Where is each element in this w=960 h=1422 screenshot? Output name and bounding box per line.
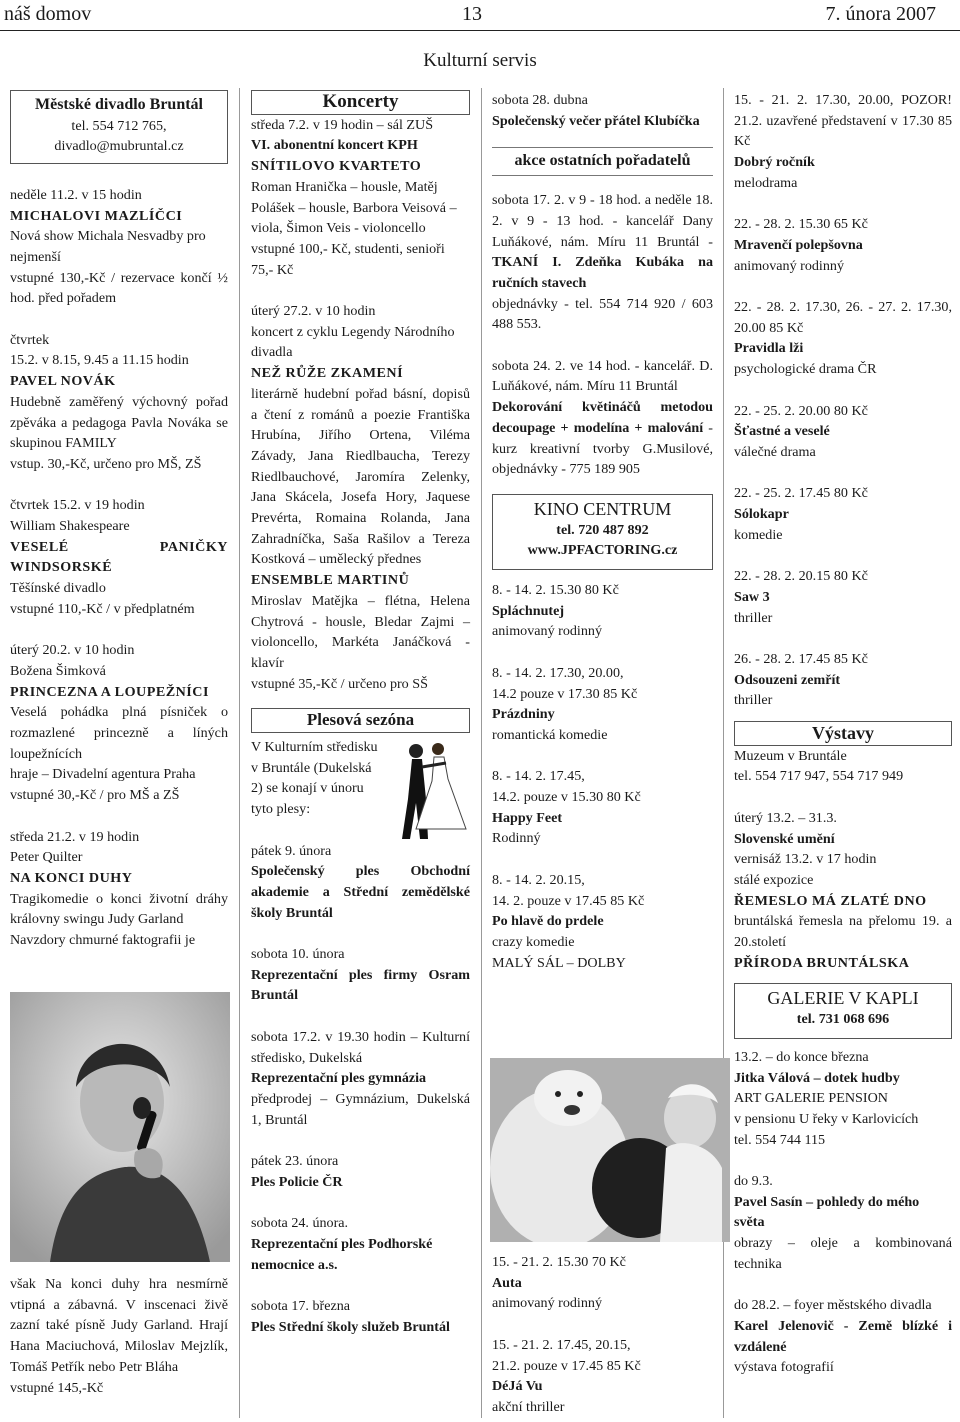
concert-cast: Roman Hranička – housle, Matěj Polášek – housle, Barbora Veisová – viola, Šimon Veis - violoncello [251, 178, 457, 237]
event-desc: Veselá pohádka plná písniček o rozmazlené princezně a líných loupežnících [10, 704, 228, 762]
theatre-title: Městské divadlo Bruntál [34, 96, 203, 113]
gallery-place-2: v pensionu U řeky v Karlovicích [734, 1110, 919, 1127]
event-company: Těšínské divadlo [10, 580, 106, 597]
theatre-tel: tel. 554 712 765, [71, 117, 167, 134]
film-genre: válečné drama [734, 443, 816, 460]
exhibition-desc: bruntálská řemesla na přelomu 19. a 20.století [734, 913, 952, 951]
cinema-box [492, 494, 713, 570]
cinema-web[interactable]: www.JPFACTORING.cz [527, 542, 678, 559]
event-price: vstup. 30,-Kč, určeno pro MŠ, ZŠ [10, 455, 202, 472]
concert-price: vstupné 100,- Kč, studenti, senioři 75,- Kč [251, 240, 445, 278]
film-genre: thriller [734, 609, 773, 626]
film-time: 22. - 28. 2. 15.30 65 Kč [734, 216, 868, 233]
gallery-desc: výstava fotografií [734, 1359, 834, 1376]
ball-date: sobota 17.2. v 19.30 hodin – Kulturní středisko, Dukelská [251, 1028, 470, 1066]
film-time: 15. - 21. 2. 15.30 70 Kč [492, 1254, 626, 1270]
event-title: NA KONCI DUHY [10, 869, 133, 886]
event-desc-cont: však Na konci duhy hra nesmírně vtipná a zábavná. V inscenaci živě zazní také písně Judy Garland. Hrají Hana Maciuchová, Miloslav Mejzlík, Tomáš Petřík nebo Petr Bláha [10, 1276, 228, 1375]
ball-title: Ples Policie ČR [251, 1173, 343, 1190]
ball-title: Reprezentační ples Podhorské nemocnice a.s. [251, 1235, 433, 1273]
film-genre: animovaný rodinný [734, 257, 844, 274]
event-price: vstupné 30,-Kč / pro MŠ a ZŠ [10, 787, 180, 804]
film-time: 26. - 28. 2. 17.45 85 Kč [734, 650, 868, 667]
film-title: Sólokapr [734, 506, 789, 522]
event-cast: hraje – Divadelní agentura Praha [10, 766, 196, 783]
film-time-2: 21.2. pouze v 17.45 85 Kč [492, 1357, 641, 1374]
film-time: 15. - 21. 2. 17.45, 20.15, [492, 1336, 631, 1353]
film-time: 15. - 21. 2. 17.30, 20.00, POZOR! 21.2. uzavřené představení v 17.30 85 Kč [734, 92, 952, 150]
event-author: Peter Quilter [10, 849, 83, 866]
ball-date: pátek 23. února [251, 1153, 339, 1170]
film-time: 8. - 14. 2. 17.45, [492, 768, 585, 785]
ball-date: sobota 24. února. [251, 1215, 349, 1232]
film-time: 8. - 14. 2. 15.30 80 Kč [492, 582, 619, 599]
ensemble-cast: Miroslav Matějka – flétna, Helena Chytrová - housle, Bledar Zajmi – violoncello, Markéta Janáčková - klavír [251, 592, 470, 671]
other-events-heading: akce ostatních pořadatelů [492, 147, 713, 176]
ensemble-title: ENSEMBLE MARTINŮ [251, 572, 410, 589]
film-genre: komedie [734, 526, 783, 543]
event-date: 15.2. v 8.15, 9.45 a 11.15 hodin [10, 352, 189, 369]
concerts-heading: Koncerty [251, 90, 470, 115]
column-events [492, 90, 713, 973]
event-date: středa 21.2. v 19 hodin [10, 828, 140, 845]
film-time-2: 14.2 pouze v 17.30 85 Kč [492, 685, 638, 702]
film-photo [490, 1058, 730, 1242]
film-genre: Rodinný [492, 830, 541, 847]
event-date: čtvrtek 15.2. v 19 hodin [10, 497, 145, 514]
event-day: čtvrtek [10, 331, 50, 348]
film-title: Šťastné a veselé [734, 423, 830, 440]
concert-desc: literárně hudební pořad básní, dopisů a čtení z románů a poezie Františka Hrubína, Jiřího Ortena, Viléma Závady, Jana Riedlbaucha, Terezy Riedlbauchové, Jaromíra Zelenky, Jana Skácela, Josefa Hory, Jaquese Prevérta, Romaina Rolanda, Jana Zahradníčka, Saša Rašilov a Tereza Kostková – umělecký přednes [251, 385, 470, 568]
event-title: PRINCEZNA A LOUPEŽNÍCI [10, 683, 209, 700]
ball-intro: V Kulturním středisku v Bruntále (Dukelská 2) se konají v únoru tyto plesy: [251, 739, 378, 818]
gallery-exhibit: Pavel Sasín – pohledy do mého světa [734, 1193, 920, 1231]
event-price: vstupné 130,-Kč / rezervace končí ½ hod. před pořadem [10, 269, 228, 307]
exhibition-vernissage: vernisáž 13.2. v 17 hodin [734, 851, 877, 868]
film-genre: akční thriller [492, 1398, 565, 1415]
film-genre: romantická komedie [492, 726, 608, 743]
event-title: Společenský večer přátel Klubíčka [492, 112, 700, 129]
ball-title: Reprezentační ples gymnázia [251, 1070, 427, 1087]
event-date: úterý 20.2. v 10 hodin [10, 642, 135, 659]
film-title: Pravidla lži [734, 340, 804, 357]
column-concerts [251, 90, 470, 1337]
page-number: 13 [462, 3, 482, 25]
film-title: Po hlavě do prdele [492, 913, 604, 930]
event-price: vstupné 145,-Kč [10, 1379, 104, 1396]
film-genre: thriller [734, 692, 773, 709]
ball-presale: předprodej – Gymnázium, Dukelská 1, Bruntál [251, 1090, 470, 1128]
film-place: MALÝ SÁL – DOLBY [492, 954, 626, 971]
ball-date: pátek 9. února [251, 842, 332, 859]
film-title: Auta [492, 1274, 522, 1291]
film-title: Saw 3 [734, 588, 770, 605]
theatre-email[interactable]: divadlo@mubruntal.cz [54, 138, 184, 155]
gallery-desc: obrazy – oleje a kombinovaná technika [734, 1235, 952, 1272]
column-theatre [10, 90, 228, 951]
gallery-exhibit: Karel Jelenovič - Země blízké i vzdálené [734, 1317, 952, 1355]
gallery-tel: tel. 731 068 696 [796, 1011, 890, 1028]
museum-tel: tel. 554 717 947, 554 717 949 [734, 768, 904, 785]
event-date: neděle 11.2. v 15 hodin [10, 186, 142, 203]
theatre-box [10, 90, 228, 164]
event-desc: Hudebně zaměřený výchovný pořad zpěváka a pedagoga Pavla Nováka se skupinou FAMILY [10, 393, 228, 452]
event-title: VESELÉ PANIČKY WINDSORSKÉ [10, 538, 228, 576]
exhibition-date: úterý 13.2. – 31.3. [734, 809, 837, 826]
film-genre: animovaný rodinný [492, 623, 602, 640]
exhibition-sub: stálé expozice [734, 871, 814, 888]
ball-title: Ples Střední školy služeb Bruntál [251, 1318, 450, 1335]
gallery-exhibit: Jitka Válová – dotek hudby [734, 1069, 900, 1086]
film-time: 22. - 25. 2. 20.00 80 Kč [734, 402, 868, 419]
concert-sub: koncert z cyklu Legendy Národního divadla [251, 323, 455, 361]
page-header [0, 0, 960, 31]
concert-date: úterý 27.2. v 10 hodin [251, 303, 376, 320]
event-desc-cont: Navzdory chmurné faktografii je [10, 932, 196, 949]
film-title: Spláchnutej [492, 602, 565, 619]
header-left: náš domov [4, 3, 92, 25]
film-time: 22. - 28. 2. 20.15 80 Kč [734, 568, 868, 585]
event-title: PAVEL NOVÁK [10, 373, 116, 390]
ball-title: Reprezentační ples firmy Osram Bruntál [251, 966, 470, 1004]
event-title: MICHALOVI MAZLÍČCI [10, 207, 183, 224]
ball-date: sobota 17. března [251, 1297, 351, 1314]
event-author: Božena Šimková [10, 662, 106, 679]
exhibition-title: ŘEMESLO MÁ ZLATÉ DNO [734, 892, 927, 909]
film-title: Dobrý ročník [734, 154, 815, 171]
exhibition-title: PŘÍRODA BRUNTÁLSKA [734, 954, 910, 971]
column-films-exhibitions [734, 90, 952, 1378]
section-title: Kulturní servis [423, 50, 537, 71]
film-time: 22. - 28. 2. 17.30, 26. - 27. 2. 17.30, 20.00 85 Kč [734, 299, 952, 336]
film-time: 8. - 14. 2. 17.30, 20.00, [492, 664, 624, 681]
film-genre: melodrama [734, 174, 798, 191]
column-theatre-cont [10, 1274, 228, 1398]
film-title: DéJá Vu [492, 1378, 543, 1395]
column-divider [481, 88, 482, 1418]
gallery-date: do 9.3. [734, 1173, 773, 1190]
workshop-order: objednávky - tel. 554 714 920 / 603 488 553. [492, 295, 713, 333]
gallery-date: 13.2. – do konce března [734, 1048, 869, 1065]
film-genre: psychologické drama ČR [734, 361, 877, 378]
film-title: Prázdniny [492, 706, 555, 723]
film-title: Happy Feet [492, 809, 563, 826]
header-date: 7. února 2007 [825, 3, 936, 25]
event-date: sobota 28. dubna [492, 92, 588, 108]
cinema-title: KINO CENTRUM [533, 498, 672, 519]
workshop-desc: Dekorování květináčů metodou decoupage + modelína + malování - kurz kreativní tvorby G.Musilové, objednávky - 775 189 905 [492, 399, 714, 478]
film-time-2: 14. 2. pouze v 17.45 85 Kč [492, 892, 645, 909]
film-time: 8. - 14. 2. 20.15, [492, 871, 585, 888]
singer-illustration [10, 992, 230, 1262]
gallery-title: GALERIE V KAPLI [767, 988, 919, 1009]
event-price: vstupné 110,-Kč / v předplatném [10, 600, 195, 617]
ball-date: sobota 10. února [251, 946, 345, 963]
ball-season-heading: Plesová sezóna [251, 708, 470, 733]
concert-date: středa 7.2. v 19 hodin – sál ZUŠ [251, 116, 434, 133]
museum-name: Muzeum v Bruntále [734, 747, 847, 764]
exhibitions-heading: Výstavy [734, 721, 952, 746]
gallery-tel: tel. 554 744 115 [734, 1131, 826, 1148]
column-divider [239, 88, 240, 1418]
gallery-place: ART GALERIE PENSION [734, 1090, 888, 1107]
cinema-tel: tel. 720 487 892 [556, 521, 649, 538]
film-genre: crazy komedie [492, 933, 575, 950]
event-desc: Tragikomedie o konci životní dráhy královny swingu Judy Garland [10, 890, 228, 928]
concert-sub: VI. abonentní koncert KPH [251, 137, 418, 154]
film-time-2: 14.2. pouze v 15.30 80 Kč [492, 789, 641, 806]
workshop-text: sobota 17. 2. v 9 - 18 hod. a neděle 18. 2. v 9 - 13 hod. - kancelář Dany Luňákové, nám. Míru 11 Bruntál - TKANÍ I. Zdeňka Kubáka na ručních stavech [492, 192, 713, 291]
ball-title: Společenský ples Obchodní akademie a Střední zemědělské školy Bruntál [251, 863, 470, 921]
film-title: Odsouzeni zemřít [734, 671, 841, 688]
film-title: Mravenčí polepšovna [734, 236, 863, 253]
concert-price: vstupné 35,-Kč / určeno pro SŠ [251, 675, 428, 692]
gallery-date: do 28.2. – foyer městského divadla [734, 1297, 932, 1314]
film-genre: animovaný rodinný [492, 1295, 602, 1312]
event-desc: Nová show Michala Nesvadby pro nejmenší [10, 228, 206, 265]
exhibition-title: Slovenské umění [734, 830, 835, 847]
column-events-cont [492, 1252, 713, 1418]
concert-title: SNÍTILOVO KVARTETO [251, 158, 422, 175]
event-author: William Shakespeare [10, 518, 130, 535]
gallery-box [734, 983, 952, 1038]
dancers-icon [386, 739, 472, 849]
film-time: 22. - 25. 2. 17.45 80 Kč [734, 485, 868, 502]
workshop-text: sobota 24. 2. ve 14 hod. - kancelář. D. Luňákové, nám. Míru 11 Bruntál [492, 357, 713, 395]
polar-bear-illustration [490, 1058, 730, 1242]
singer-photo [10, 992, 230, 1262]
concert-title: NEŽ RŮŽE ZKAMENÍ [251, 365, 404, 382]
